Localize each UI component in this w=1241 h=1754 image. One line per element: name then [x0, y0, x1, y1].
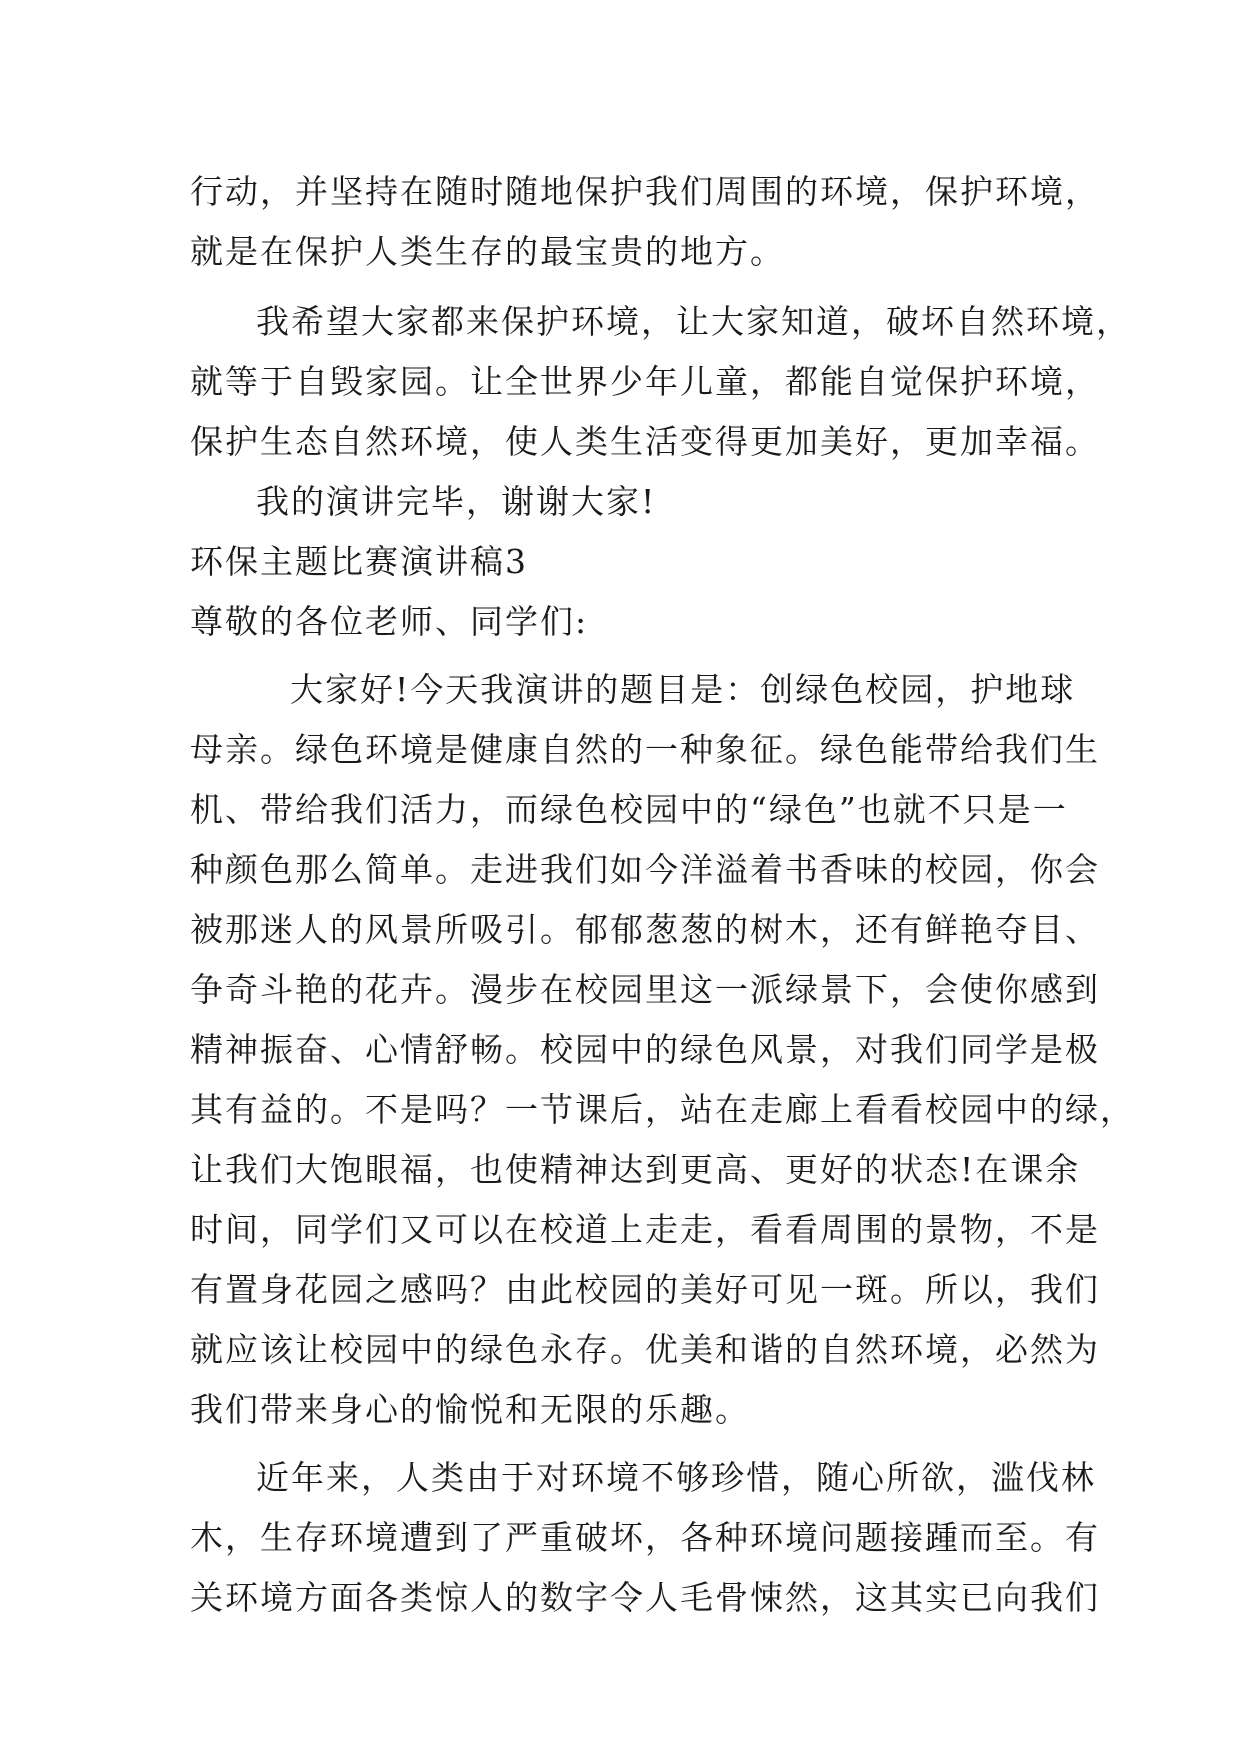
body-text-line: 机、带给我们活力，而绿色校园中的“绿色”也就不只是一	[190, 790, 1068, 829]
body-text-line: 行动，并坚持在随时随地保护我们周围的环境，保护环境，	[190, 172, 1100, 211]
body-text-line: 让我们大饱眼福，也使精神达到更高、更好的状态!在课余	[190, 1150, 1081, 1189]
body-text-line: 木，生存环境遭到了严重破坏，各种环境问题接踵而至。有	[190, 1518, 1100, 1557]
section-heading: 环保主题比赛演讲稿3	[190, 542, 528, 581]
body-text-line: 关环境方面各类惊人的数字令人毛骨悚然，这其实已向我们	[190, 1578, 1100, 1617]
body-text-line: 被那迷人的风景所吸引。郁郁葱葱的树木，还有鲜艳夺目、	[190, 910, 1100, 949]
body-text-line: 争奇斗艳的花卉。漫步在校园里这一派绿景下，会使你感到	[190, 970, 1100, 1009]
body-text-line: 我们带来身心的愉悦和无限的乐趣。	[190, 1390, 750, 1429]
paragraph-first-line: 我希望大家都来保护环境，让大家知道，破坏自然环境，	[256, 302, 1131, 341]
paragraph-first-line: 大家好!今天我演讲的题目是：创绿色校园，护地球	[290, 670, 1076, 709]
body-text-line: 母亲。绿色环境是健康自然的一种象征。绿色能带给我们生	[190, 730, 1100, 769]
body-text-line: 其有益的。不是吗？一节课后，站在走廊上看看校园中的绿，	[190, 1090, 1135, 1129]
body-text-line: 精神振奋、心情舒畅。校园中的绿色风景，对我们同学是极	[190, 1030, 1100, 1069]
body-text-line: 就等于自毁家园。让全世界少年儿童，都能自觉保护环境，	[190, 362, 1100, 401]
body-text-line: 保护生态自然环境，使人类生活变得更加美好，更加幸福。	[190, 422, 1100, 461]
body-text-line: 有置身花园之感吗？由此校园的美好可见一斑。所以，我们	[190, 1270, 1100, 1309]
body-text-line: 就是在保护人类生存的最宝贵的地方。	[190, 232, 785, 271]
salutation: 尊敬的各位老师、同学们:	[190, 602, 589, 641]
paragraph-first-line: 近年来，人类由于对环境不够珍惜，随心所欲，滥伐林	[256, 1458, 1096, 1497]
body-text-line: 就应该让校园中的绿色永存。优美和谐的自然环境，必然为	[190, 1330, 1100, 1369]
closing-line: 我的演讲完毕，谢谢大家!	[256, 482, 657, 521]
body-text-line: 种颜色那么简单。走进我们如今洋溢着书香味的校园，你会	[190, 850, 1100, 889]
body-text-line: 时间，同学们又可以在校道上走走，看看周围的景物，不是	[190, 1210, 1100, 1249]
